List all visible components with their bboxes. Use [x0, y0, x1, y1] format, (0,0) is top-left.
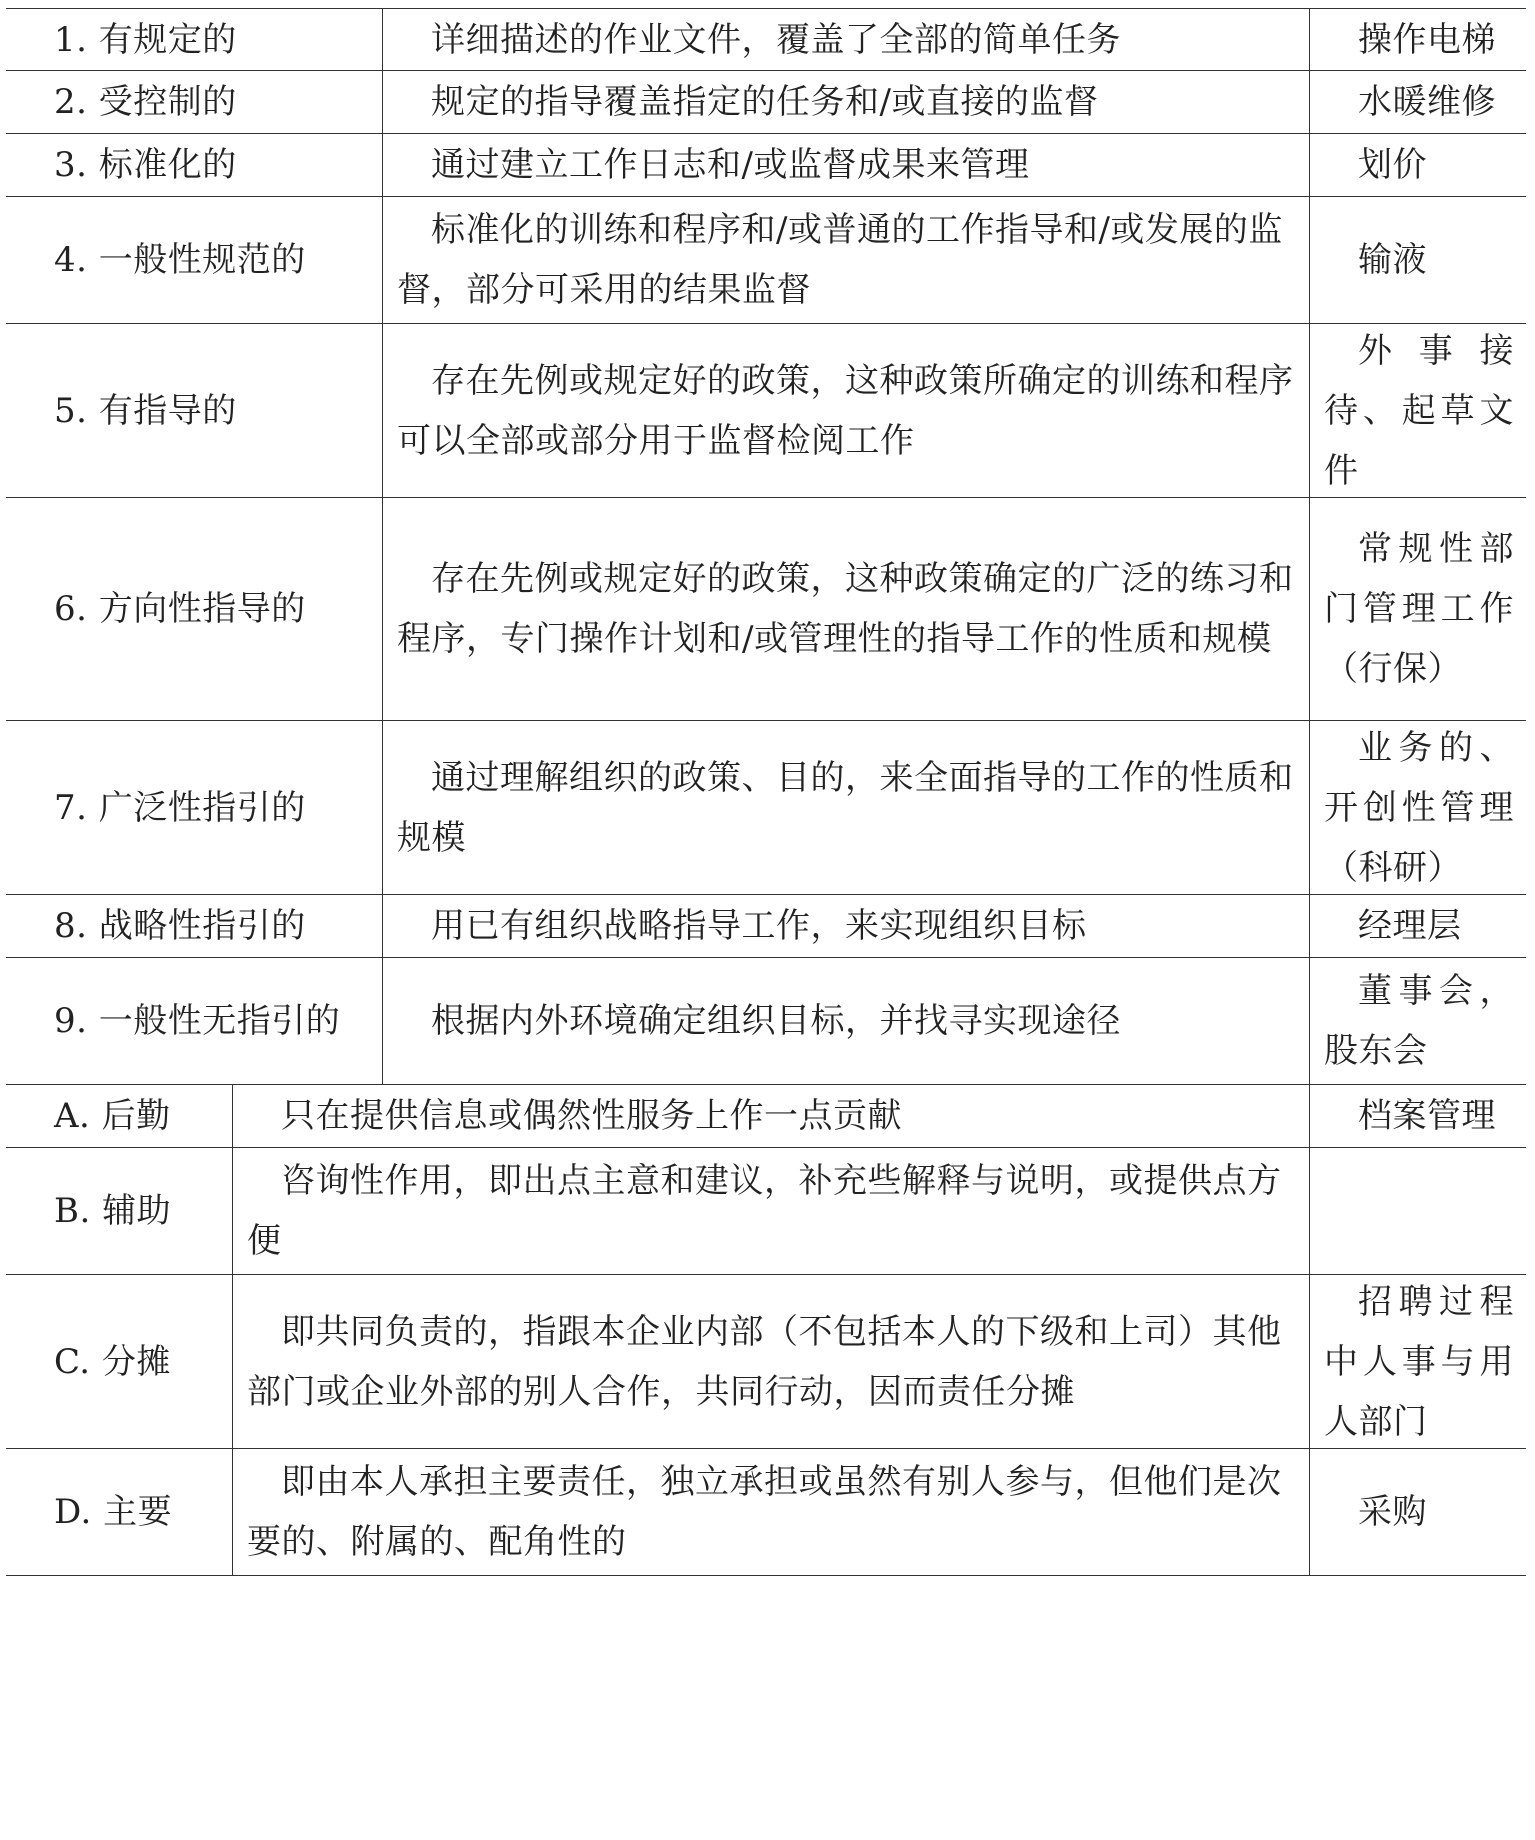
row-label: 3. 标准化的: [54, 145, 237, 185]
row-description: 详细描述的作业文件，覆盖了全部的简单任务: [431, 19, 1121, 60]
row-example: 划价: [1358, 145, 1427, 185]
row-example: 操作电梯: [1358, 19, 1496, 60]
row-description: 通过建立工作日志和/或监督成果来管理: [431, 145, 1030, 185]
table-row: [6, 8, 1526, 71]
row-example: 外事接待、起草文件: [1324, 330, 1514, 491]
row-label: B. 辅助: [54, 1191, 172, 1231]
table-row: [6, 1148, 1526, 1275]
row-label: C. 分摊: [54, 1341, 171, 1382]
row-example: 输液: [1358, 240, 1427, 280]
row-example: 采购: [1358, 1492, 1427, 1532]
table-row: [6, 71, 1526, 134]
row-description: 即由本人承担主要责任，独立承担或虽然有别人参与，但他们是次要的、附属的、配角性的: [247, 1462, 1282, 1562]
row-description: 即共同负责的，指跟本企业内部（不包括本人的下级和上司）其他部门或企业外部的别人合作，共同行动，因而责任分摊: [247, 1311, 1282, 1412]
table-row: [6, 721, 1526, 895]
row-label: 1. 有规定的: [54, 19, 237, 60]
row-description: 存在先例或规定好的政策，这种政策确定的广泛的练习和程序，专门操作计划和/或管理性的指导工作的性质和规模: [397, 559, 1294, 659]
row-example: 档案管理: [1358, 1096, 1496, 1136]
table-row: [6, 197, 1526, 324]
table-row: [6, 134, 1526, 197]
table-row: [6, 895, 1526, 958]
row-description: 用已有组织战略指导工作，来实现组织目标: [431, 906, 1087, 946]
row-label: D. 主要: [54, 1492, 173, 1532]
row-description: 标准化的训练和程序和/或普通的工作指导和/或发展的监督，部分可采用的结果监督: [397, 210, 1283, 310]
row-label: 5. 有指导的: [54, 390, 237, 431]
table-row: [6, 324, 1526, 498]
row-description: 根据内外环境确定组织目标，并找寻实现途径: [431, 1001, 1121, 1041]
row-description: 只在提供信息或偶然性服务上作一点贡献: [281, 1096, 902, 1136]
row-label: 9. 一般性无指引的: [54, 1001, 341, 1041]
row-description: 通过理解组织的政策、目的，来全面指导的工作的性质和规模: [397, 757, 1294, 858]
table-row: [6, 1275, 1526, 1449]
row-example: 招聘过程中人事与用人部门: [1324, 1281, 1514, 1442]
table-row: [6, 958, 1526, 1085]
row-label: 2. 受控制的: [54, 82, 237, 122]
row-description: 存在先例或规定好的政策，这种政策所确定的训练和程序可以全部或部分用于监督检阅工作: [397, 360, 1294, 461]
row-description: 咨询性作用，即出点主意和建议，补充些解释与说明，或提供点方便: [247, 1161, 1282, 1261]
table-row: [6, 1449, 1526, 1576]
row-example: 常规性部门管理工作（行保）: [1324, 529, 1514, 689]
row-example: 业务的、开创性管理（科研）: [1324, 727, 1514, 888]
row-label: 8. 战略性指引的: [54, 906, 306, 946]
table-row: [6, 498, 1526, 721]
row-example: 经理层: [1358, 906, 1462, 946]
table-row: [6, 1085, 1526, 1148]
row-label: A. 后勤: [54, 1096, 171, 1136]
row-example: 董事会，股东会: [1324, 971, 1514, 1071]
row-example: 水暖维修: [1358, 82, 1496, 122]
row-label: 6. 方向性指导的: [54, 589, 306, 629]
row-label: 4. 一般性规范的: [54, 240, 306, 280]
row-description: 规定的指导覆盖指定的任务和/或直接的监督: [431, 82, 1099, 122]
row-label: 7. 广泛性指引的: [54, 787, 306, 828]
classification-table: [6, 8, 1526, 1838]
